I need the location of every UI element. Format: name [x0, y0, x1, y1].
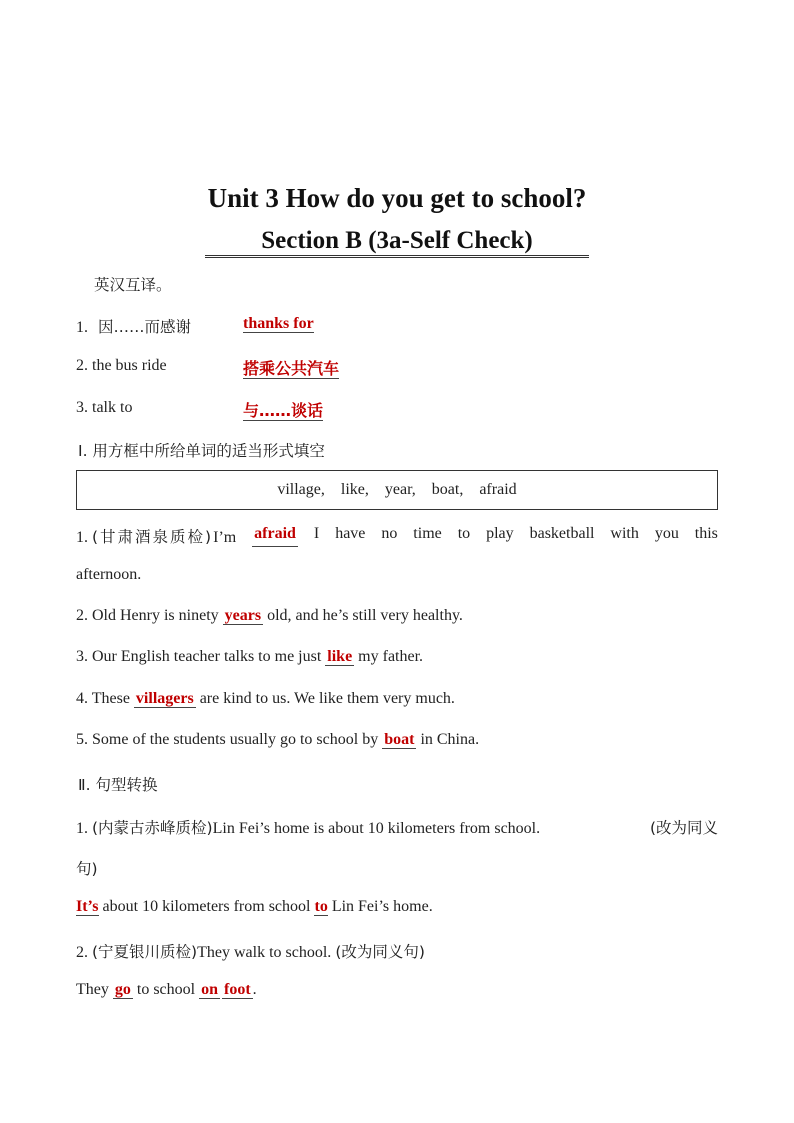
answer-text: afraid — [252, 525, 298, 547]
transform-1-line-1 — [76, 816, 718, 838]
answer-text: years — [224, 607, 262, 624]
page-title: Unit 3 How do you get to school? — [207, 183, 587, 213]
vocab-prompt: 因……而感谢 — [98, 318, 192, 336]
word-box-item: year, — [384, 481, 416, 498]
question-word: with — [610, 525, 639, 542]
vocab-num: 3. — [76, 399, 88, 416]
answer-text: 搭乘公共汽车 — [243, 359, 340, 378]
answer-text: 与……谈话 — [243, 401, 324, 420]
vocab-answer-1 — [243, 315, 314, 333]
question-word: play — [486, 525, 514, 542]
question-text: . — [252, 981, 257, 998]
word-box — [76, 470, 718, 510]
question-word: you — [654, 525, 679, 542]
answer-text: like — [327, 648, 353, 665]
question-source: (宁夏银川质检) — [92, 943, 198, 961]
vocab-num: 2. — [76, 357, 88, 374]
question-text: They — [76, 981, 109, 998]
question-text: 3. Our English teacher talks to me just — [76, 648, 322, 665]
word-box-item: boat, — [431, 481, 464, 498]
vocab-answer-3 — [243, 398, 323, 421]
answer-text: foot — [224, 981, 251, 998]
question-source: (甘肃酒泉质检) — [92, 528, 214, 546]
section-subtitle-wrap — [205, 227, 589, 258]
question-text: in China. — [420, 731, 480, 748]
question-num: 2. — [76, 944, 88, 961]
question-2 — [76, 607, 463, 625]
vocab-item-2 — [76, 357, 167, 375]
question-text: my father. — [358, 648, 424, 665]
answer-text: on — [201, 981, 218, 998]
question-text: 5. Some of the students usually go to school by — [76, 731, 379, 748]
word-box-item: like, — [340, 481, 369, 498]
transform-2-line-1 — [76, 940, 425, 962]
question-num: 1. — [76, 820, 88, 837]
question-word: I — [313, 525, 320, 542]
question-1-line-1 — [76, 525, 718, 547]
section-1-heading: Ⅰ. 用方框中所给单词的适当形式填空 — [78, 442, 325, 460]
word-box-item: afraid — [479, 481, 517, 498]
vocab-item-3 — [76, 399, 132, 417]
answer-text: to — [314, 898, 328, 915]
vocab-instruction: 英汉互译。 — [94, 276, 172, 294]
question-word: basketball — [529, 525, 595, 542]
question-text: They walk to school. — [197, 944, 332, 961]
question-text: 4. These — [76, 690, 130, 707]
section-2-heading: Ⅱ. 句型转换 — [78, 776, 158, 794]
question-text: are kind to us. We like them very much. — [199, 690, 455, 707]
question-text: 2. Old Henry is ninety — [76, 607, 219, 624]
answer-text: thanks for — [243, 315, 314, 332]
answer-text: go — [114, 981, 131, 998]
vocab-answer-2 — [243, 356, 339, 379]
transform-1-text — [76, 816, 540, 838]
question-instruction: (改为同义句) — [335, 943, 425, 961]
question-4 — [76, 690, 455, 708]
question-text: to school — [136, 981, 196, 998]
question-word: have — [335, 525, 366, 542]
question-word: no — [381, 525, 398, 542]
question-1-line-2: afternoon. — [76, 566, 142, 583]
question-instruction: (改为同义 — [649, 819, 718, 837]
answer-text: boat — [384, 731, 415, 748]
word-box-item: village, — [277, 481, 325, 498]
transform-2-answer — [76, 981, 257, 999]
vocab-num: 1. — [76, 319, 88, 336]
question-1-start — [76, 525, 236, 547]
question-num: 1. — [76, 529, 88, 546]
question-word: this — [694, 525, 718, 542]
question-word: time — [413, 525, 442, 542]
question-text: Lin Fei’s home is about 10 kilometers from school. — [212, 820, 541, 837]
vocab-prompt: the bus ride — [92, 357, 167, 374]
question-3 — [76, 648, 423, 666]
transform-1-answer — [76, 898, 433, 916]
answer-text: It’s — [76, 898, 99, 915]
vocab-prompt: talk to — [92, 399, 133, 416]
question-text: Lin Fei’s home. — [331, 898, 433, 915]
question-text: I’m — [213, 529, 237, 546]
transform-1-line-2: 句) — [76, 860, 98, 878]
question-text: old, and he’s still very healthy. — [267, 607, 463, 624]
question-source: (内蒙古赤峰质检) — [92, 819, 213, 837]
question-text: about 10 kilometers from school — [102, 898, 311, 915]
section-subtitle: Section B (3a-Self Check) — [261, 227, 533, 254]
vocab-item-1 — [76, 315, 191, 337]
answer-text: villagers — [135, 690, 194, 707]
question-word: to — [457, 525, 471, 542]
question-5 — [76, 731, 479, 749]
